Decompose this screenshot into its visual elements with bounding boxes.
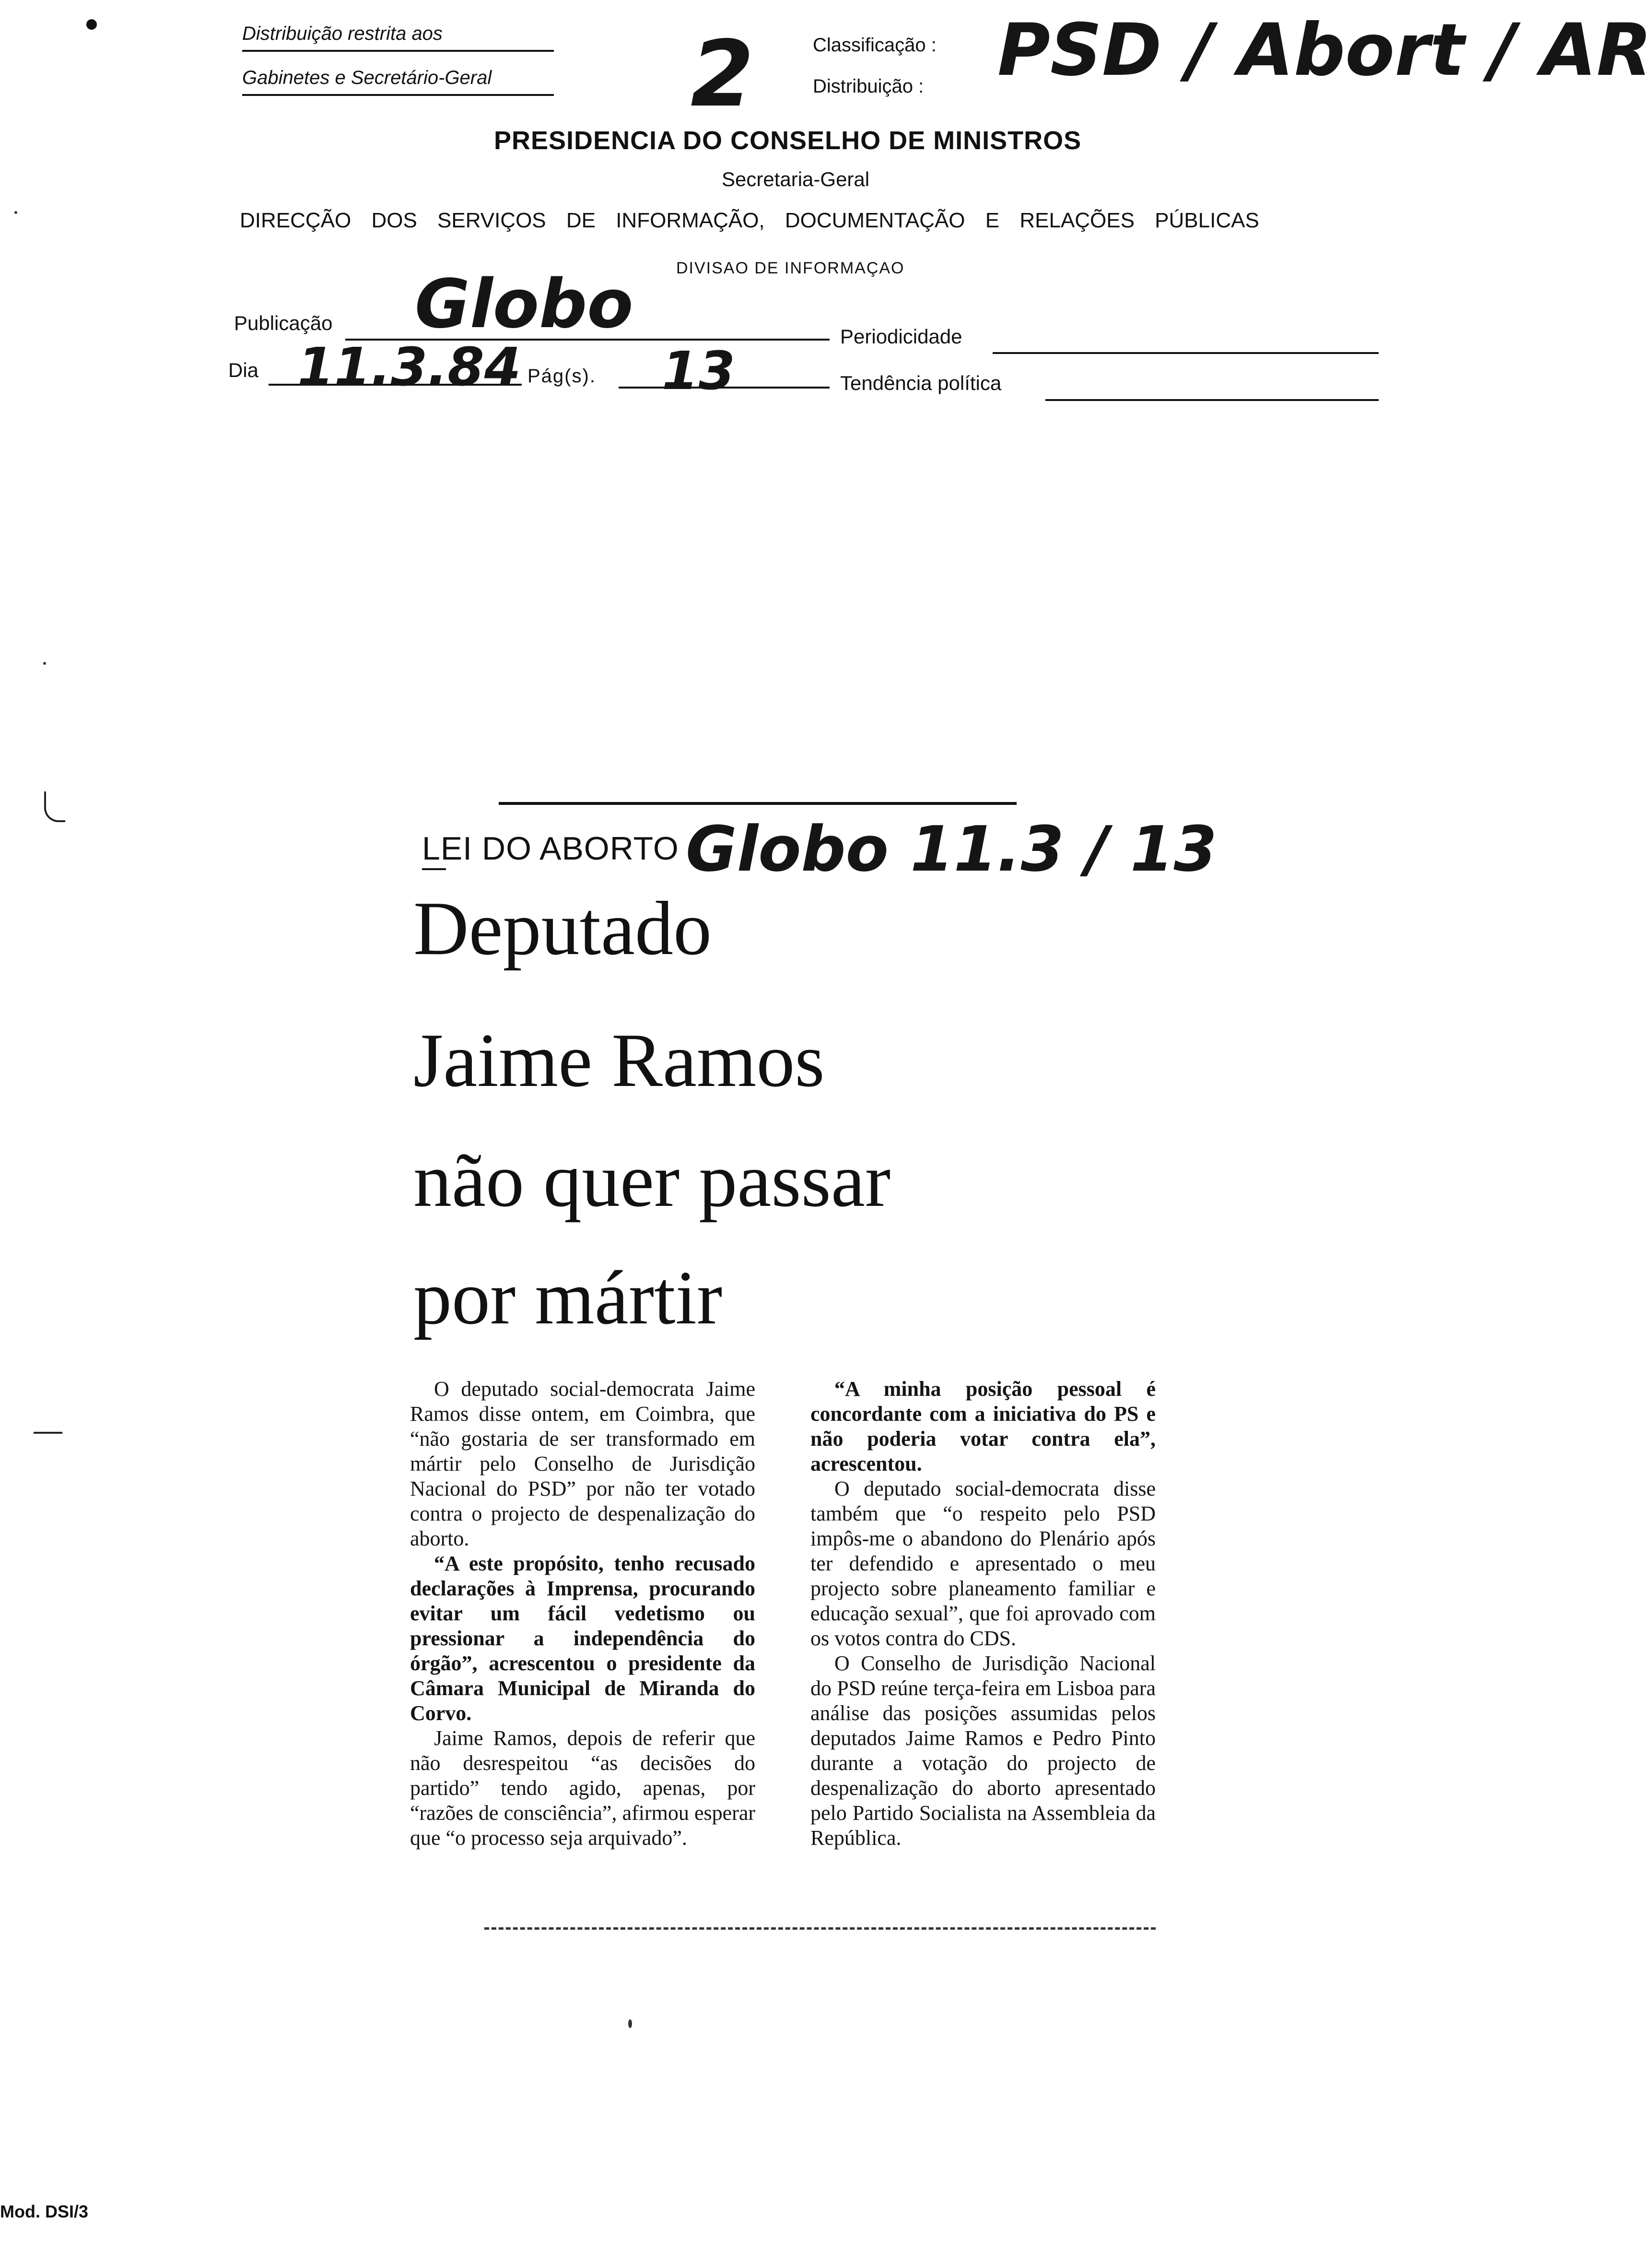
headline-line-2: Jaime Ramos [413,1017,825,1103]
handwritten-number: 2 [691,21,754,127]
division-title: DIVISAO DE INFORMAÇAO [676,259,905,277]
institution-title: PRESIDENCIA DO CONSELHO DE MINISTROS [494,126,1082,155]
article-paragraph: O deputado social-democrata disse também que “o respeito pelo PSD impôs-me o abandono do Plenário após ter defendido e apresentado o meu projecto sobre planeamento familiar e educação sexual”, que foi aprovado com os votos contra do CDS. [810,1477,1156,1650]
distribution-underline-2 [242,94,554,96]
scan-speck [628,2019,632,2028]
headline-line-1: Deputado [413,885,712,971]
day-label: Dia [228,359,259,381]
article-paragraph: “A minha posição pessoal é concordante com a iniciativa do PS e não poderia votar contra ela”, acrescentou. [810,1377,1156,1475]
scan-mark-left-2 [34,1432,62,1434]
day-value: 11.3.84 [297,336,521,398]
article-paragraph: “A este propósito, tenho recusado declarações à Imprensa, procurando evitar um fácil vedetismo ou pressionar a independência do órgão”, acrescentou o presidente da Câmara Municipal de Miranda do Corvo. [410,1552,755,1725]
article-paragraph: O deputado social-democrata Jaime Ramos disse ontem, em Coimbra, que “não gostaria de ser transformado em mártir pelo Conselho de Jurisdição Nacional do PSD” por não ter votado contra o projecto de despenalização do aborto. [410,1377,755,1550]
secretariat-title: Secretaria-Geral [722,168,870,190]
form-code: Mod. DSI/3 [0,2202,89,2221]
headline-line-4: por mártir [413,1255,723,1340]
article-column-right [810,1377,1156,1851]
political-tendency-label: Tendência política [840,372,1002,394]
scan-mark-left-1 [44,791,65,822]
distribution-notice-line2: Gabinetes e Secretário-Geral [242,67,492,88]
article-column-left [410,1377,755,1851]
distribution-notice-line1: Distribuição restrita aos [242,23,443,44]
pages-value: 13 [662,340,736,401]
periodicity-line [993,352,1379,354]
political-tendency-line [1045,399,1379,401]
publication-label: Publicação [234,312,333,334]
periodicity-label: Periodicidade [840,325,962,348]
distribution-underline-1 [242,50,554,52]
article-paragraph: Jaime Ramos, depois de referir que não desrespeitou “as decisões do partido” tendo agido, apenas, por “razões de consciência”, afirmou esperar que “o processo seja arquivado”. [410,1726,755,1850]
headline-line-3: não quer passar [413,1137,891,1223]
publication-value: Globo [415,265,633,343]
clipping-top-rule [499,802,1017,805]
distribution-label: Distribuição : [813,76,924,97]
article-paragraph: O Conselho de Jurisdição Nacional do PSD reúne terça-feira em Lisboa para análise das posições assumidas pelos deputados Jaime Ramos e Pedro Pinto durante a votação do projecto de despenalização do aborto apresentado pelo Partido Socialista na Assembleia da República. [810,1651,1156,1850]
classification-label: Classificação : [813,35,937,56]
scan-speck [43,662,46,665]
bullet-mark [86,19,97,30]
clipping-bottom-edge [484,1927,1156,1930]
section-label: LEI DO ABORTO [422,830,679,867]
pages-label: Pág(s). [527,366,596,387]
clipping-handwritten-note: Globo 11.3 / 13 [686,813,1217,885]
scan-speck [14,211,17,214]
directorate-title: DIRECÇÃO DOS SERVIÇOS DE INFORMAÇÃO, DOCUMENTAÇÃO E RELAÇÕES PÚBLICAS [240,209,1259,232]
handwritten-classification: PSD / Abort / AR [997,9,1652,92]
section-label-underline [422,868,446,870]
